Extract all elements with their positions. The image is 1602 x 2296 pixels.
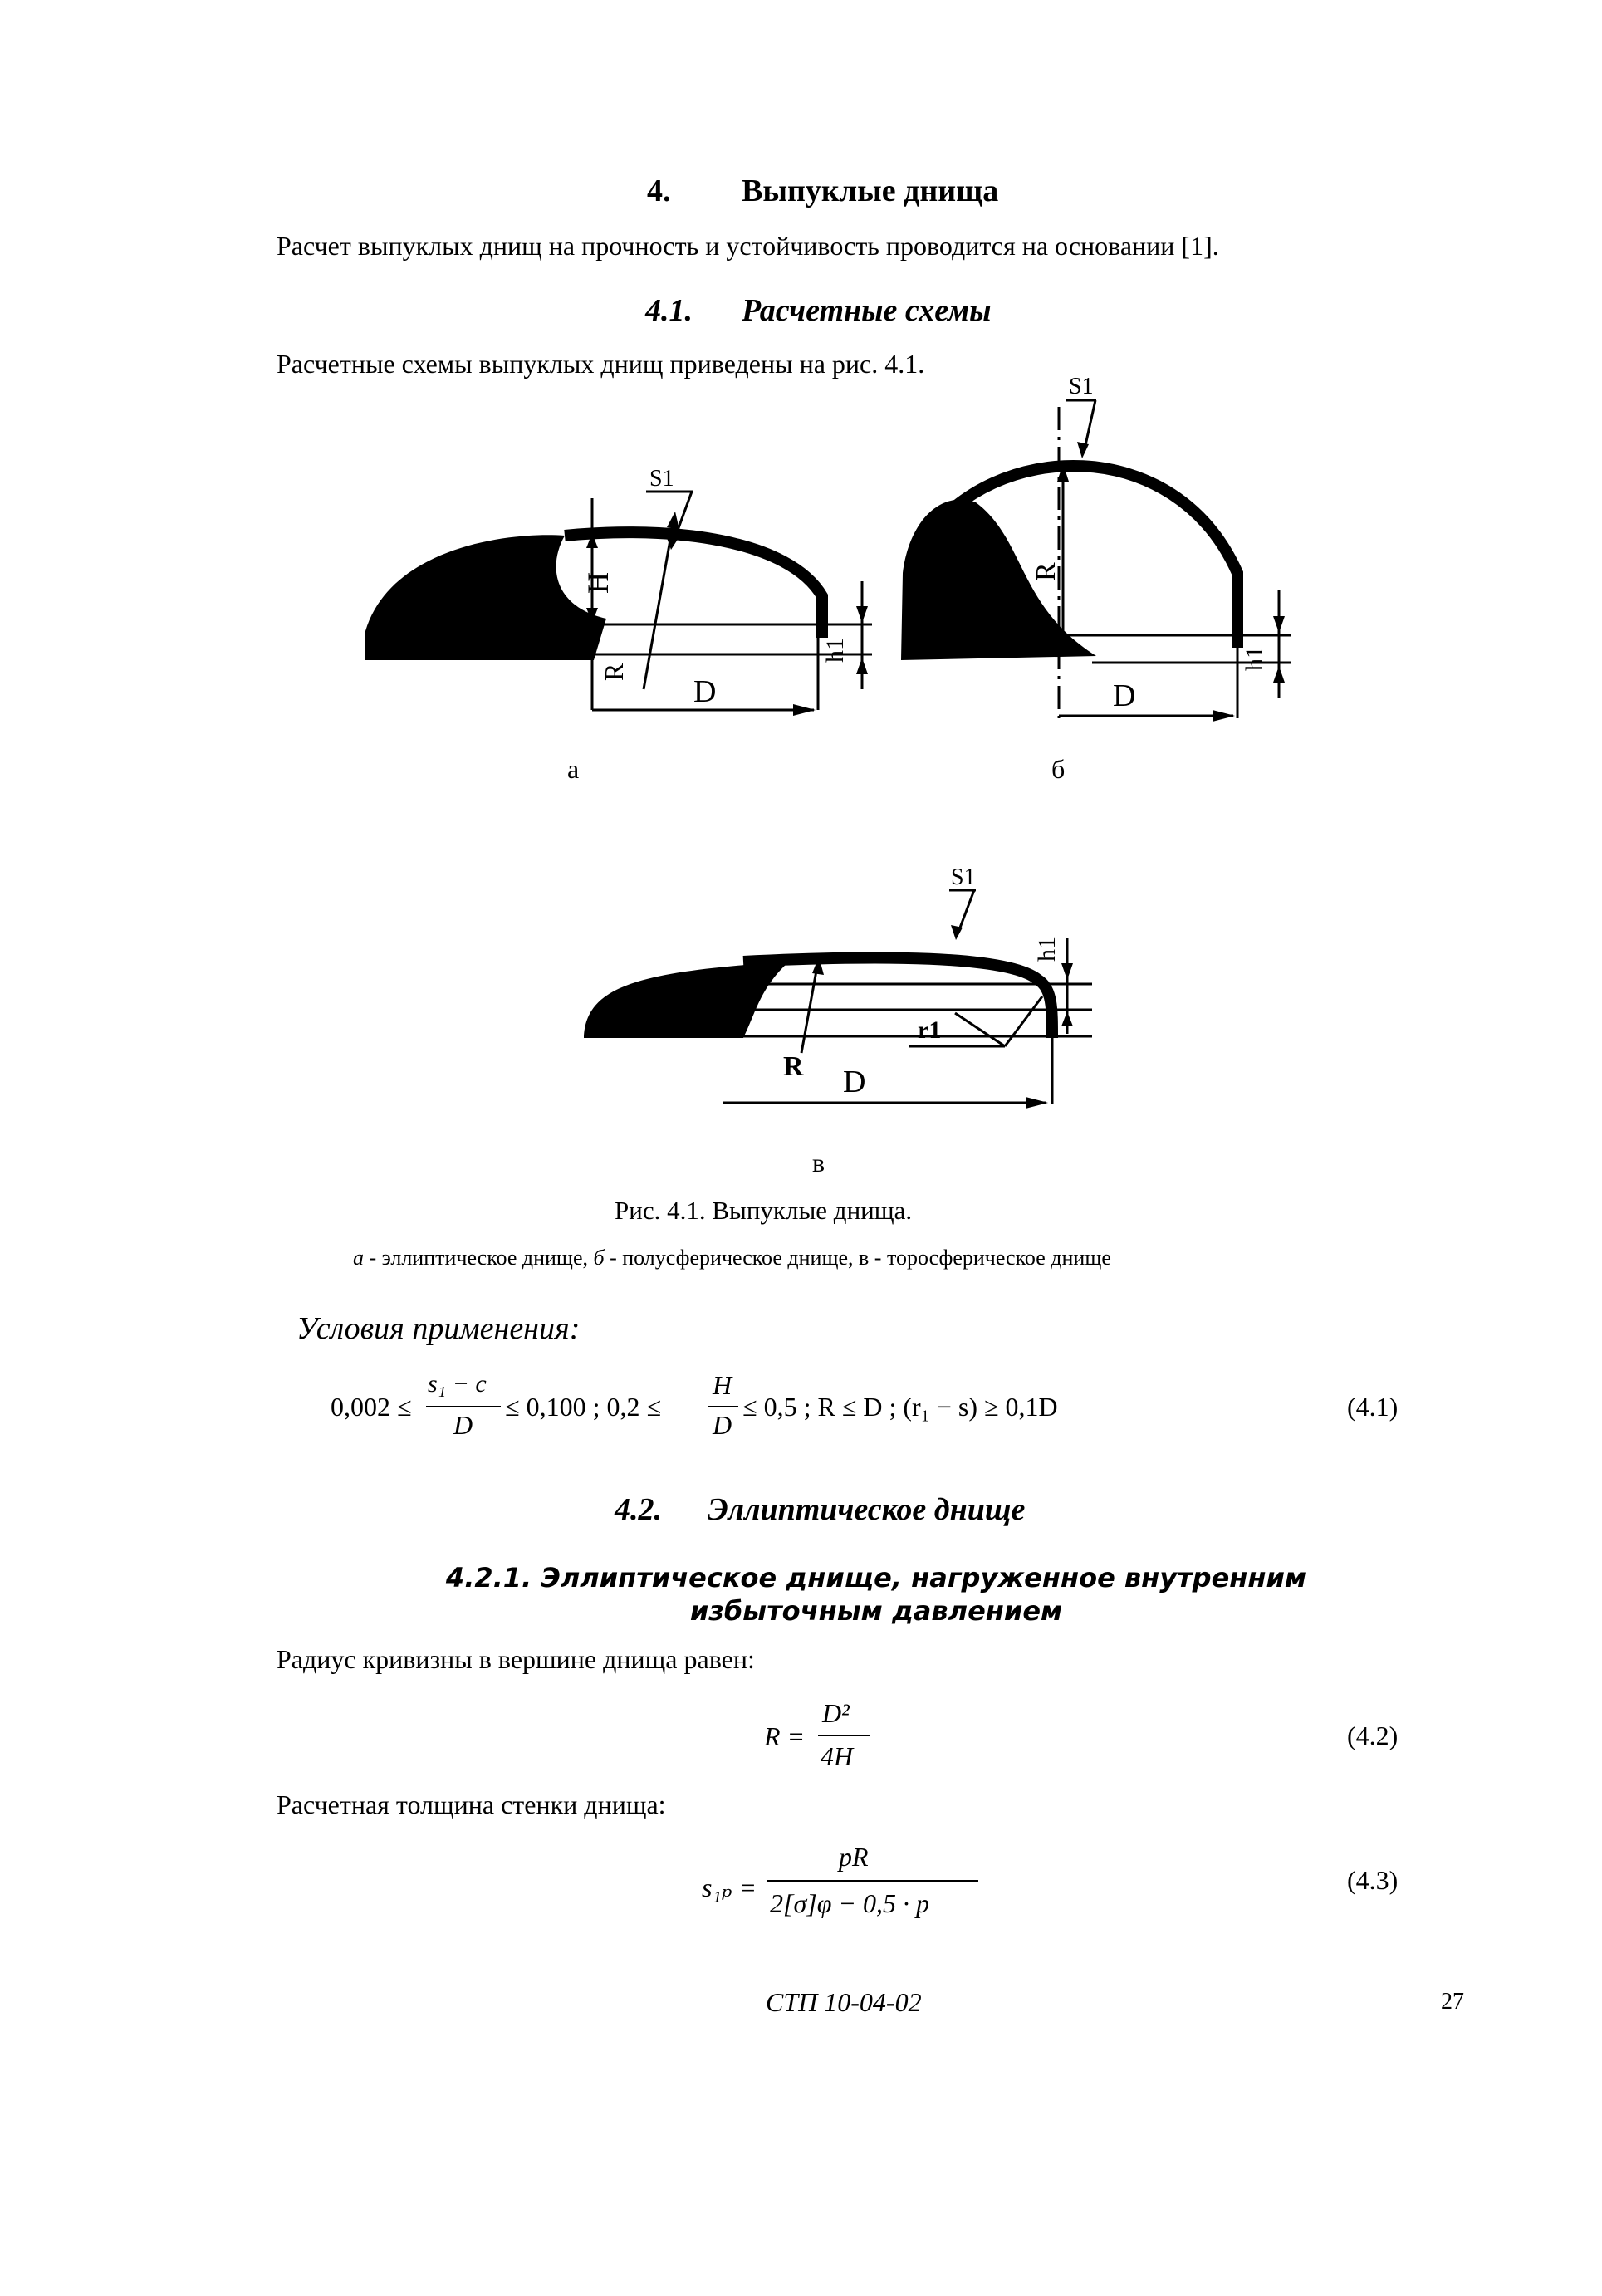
figure-v-h1-label: h1 xyxy=(1033,937,1061,962)
figure-b-hemispherical-head xyxy=(893,374,1291,731)
formula-4-1-rest: ≤ 0,5 ; R ≤ D ; (r₁ − s) ≥ 0,1D xyxy=(742,1392,1058,1422)
section-number: 4. xyxy=(647,174,671,208)
figure-a-sublabel: а xyxy=(567,754,580,784)
subsection-number: 4.1. xyxy=(645,293,693,328)
formula-4-1-number: (4.1) xyxy=(1347,1392,1399,1422)
formula-4-3-lhs: s₁ₚ = xyxy=(702,1873,757,1902)
formula-4-1-frac2-den: D xyxy=(713,1410,732,1440)
figure-b-h1-label: h1 xyxy=(1241,646,1268,671)
subsection3-title: 4.2.1. Эллиптическое днище, нагруженное внутренним избыточным давлением xyxy=(445,1562,1307,1627)
formula-4-2-lhs: R = xyxy=(764,1721,806,1751)
thickness-paragraph: Расчетная толщина стенки днища: xyxy=(277,1789,666,1819)
curvature-paragraph: Радиус кривизны в вершине днища равен: xyxy=(277,1644,755,1674)
formula-4-2-number: (4.2) xyxy=(1347,1721,1399,1750)
legend-a-letter: а xyxy=(353,1246,364,1270)
formula-4-2-bar xyxy=(818,1735,870,1736)
figure-v-sublabel: в xyxy=(812,1148,825,1177)
figure-b-sublabel: б xyxy=(1051,754,1066,784)
figure-b-r-label: R xyxy=(1031,562,1061,581)
formula-4-2-num: D² xyxy=(822,1698,850,1728)
formula-4-2-den: 4H xyxy=(821,1741,854,1771)
footer-doc-code: СТП 10-04-02 xyxy=(766,1987,922,2017)
formula-4-3-bar xyxy=(767,1880,978,1882)
figure-a-h-label: H xyxy=(581,572,615,594)
subsection2-title: Эллиптическое днище xyxy=(708,1492,1026,1527)
figure-a-s1-label: S1 xyxy=(649,466,674,492)
formula-4-1-frac1-num: s₁ − c xyxy=(428,1370,487,1398)
intro-paragraph: Расчет выпуклых днищ на прочность и устойчивость проводится на основании [1]. xyxy=(277,231,1219,261)
conditions-title: Условия применения: xyxy=(296,1311,581,1346)
formula-4-1-frac2-num: H xyxy=(713,1370,732,1400)
figure-legend xyxy=(353,1246,1111,1270)
subsection-title: Расчетные схемы xyxy=(742,293,992,328)
legend-b-letter: б xyxy=(593,1246,605,1270)
schemes-paragraph: Расчетные схемы выпуклых днищ приведены на рис. 4.1. xyxy=(277,349,925,379)
figure-a-r-label: R xyxy=(599,663,629,681)
figure-v-r-label: R xyxy=(783,1051,804,1082)
figure-caption: Рис. 4.1. Выпуклые днища. xyxy=(615,1196,913,1225)
legend-b-text: - полусферическое днище, в - торосферическое днище xyxy=(604,1246,1111,1270)
figure-a-h1-label: h1 xyxy=(821,638,849,663)
formula-4-3-den: 2[σ]φ − 0,5 · p xyxy=(770,1888,929,1918)
section-title: Выпуклые днища xyxy=(742,174,999,208)
figure-a-elliptical-head xyxy=(340,432,872,781)
page-number: 27 xyxy=(1441,1989,1464,2015)
formula-4-1-left: 0,002 ≤ xyxy=(331,1392,412,1422)
legend-a-text: - эллиптическое днище, xyxy=(364,1246,594,1270)
formula-4-1-mid: ≤ 0,100 ; 0,2 ≤ xyxy=(505,1392,662,1422)
figure-b-s1-label: S1 xyxy=(1069,374,1094,399)
formula-4-1-frac1-bar xyxy=(426,1406,501,1407)
formula-4-1-frac1-den: D xyxy=(453,1410,473,1440)
figure-v-s1-label: S1 xyxy=(951,864,976,890)
formula-4-3-num: pR xyxy=(839,1842,869,1872)
figure-v-d-label: D xyxy=(843,1065,866,1099)
figure-v-torispherical-head xyxy=(577,864,1109,1129)
figure-b-d-label: D xyxy=(1113,678,1136,713)
figure-v-r1-label: r1 xyxy=(918,1016,942,1044)
subsection2-number: 4.2. xyxy=(615,1492,662,1527)
figure-a-d-label: D xyxy=(693,674,717,709)
formula-4-3-number: (4.3) xyxy=(1347,1865,1399,1895)
formula-4-1-frac2-bar xyxy=(708,1406,738,1407)
